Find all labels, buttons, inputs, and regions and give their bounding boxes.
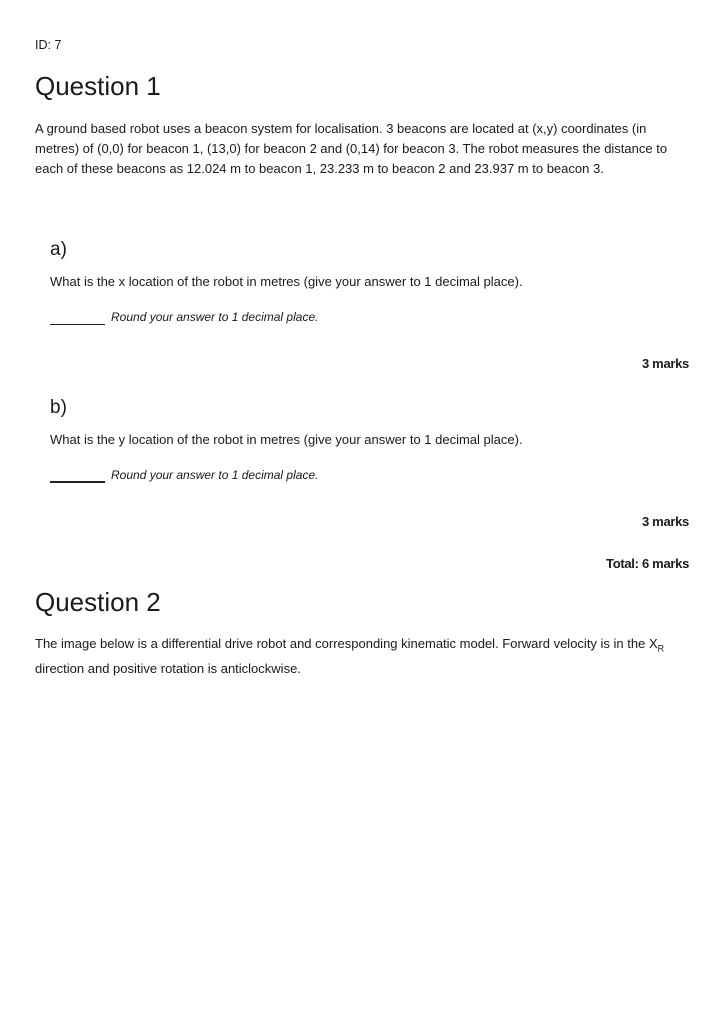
part-b-marks: 3 marks <box>641 514 689 529</box>
part-b-label: b) <box>50 397 67 418</box>
exam-id: ID: 7 <box>35 38 62 52</box>
question-2-body-after: direction and positive rotation is anticlockwise. <box>35 660 301 676</box>
question-2-body-subscript: R <box>657 643 665 654</box>
question-2-title: Question 2 <box>35 587 161 617</box>
part-b-hint: Round your answer to 1 decimal place. <box>111 468 319 482</box>
part-b-question: What is the y location of the robot in metres (give your answer to 1 decimal place). <box>50 432 523 447</box>
part-a-answer-field[interactable] <box>50 309 105 325</box>
part-a-marks: 3 marks <box>641 356 689 371</box>
question-2-body-before: The image below is a differential drive robot and corresponding kinematic model. Forward velocity is in the X <box>35 636 658 651</box>
part-b-answer-row <box>50 463 318 483</box>
part-a-answer-row <box>50 305 318 325</box>
part-a-question: What is the x location of the robot in metres (give your answer to 1 decimal place). <box>50 274 523 289</box>
part-a-label: a) <box>50 239 67 260</box>
question-1-total-marks: Total: 6 marks <box>606 556 689 571</box>
question-1-body: A ground based robot uses a beacon system for localisation. 3 beacons are located at (x,y) coordinates (in metres) of (0,0) for beacon 1, (13,0) for beacon 2 and (0,14) for beacon 3. The robot measures the distance to each of these beacons as 12.024 m to beacon 1, 23.233 m to beacon 2 and 23.937 m to beacon 3. <box>35 121 668 176</box>
part-a-hint: Round your answer to 1 decimal place. <box>111 310 319 324</box>
part-b-answer-field[interactable] <box>50 466 105 483</box>
question-2-body <box>35 634 689 679</box>
question-1-title: Question 1 <box>35 71 161 101</box>
